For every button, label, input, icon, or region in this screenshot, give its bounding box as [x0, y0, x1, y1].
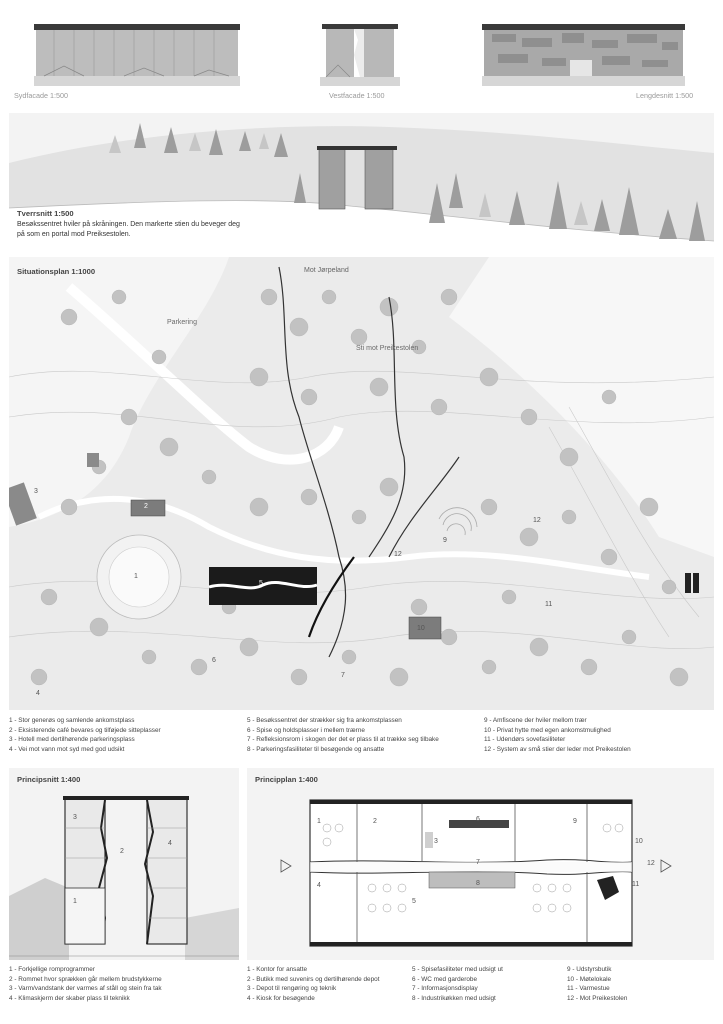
section-legend-item: 3 - Varm/vandstank der varmes af ståll og stein fra tak [9, 985, 162, 993]
site-number-7: 7 [341, 672, 345, 679]
site-number-1: 1 [134, 573, 138, 580]
site-legend-item: 8 - Parkeringsfasiliteter til besøgende og ansatte [247, 745, 385, 753]
cross-section-description: Besøkssentret hviler på skråningen. Den markerte stien du beveger deg på som en portal mod Preiksestolen. [17, 221, 240, 238]
site-plan-legend [9, 716, 714, 760]
label-mot-jorpeland: Mot Jørpeland [304, 267, 349, 274]
site-number-2: 2 [144, 503, 148, 510]
plan-legend-item: 1 - Kontor for ansatte [247, 966, 308, 973]
label-parkering: Parkering [167, 319, 197, 326]
plan-number-3: 3 [434, 838, 438, 845]
section-number-3: 3 [73, 814, 77, 821]
principle-section-drawing [9, 768, 239, 960]
principle-section-panel [9, 768, 239, 960]
site-legend-item: 11 - Udendørs sovefasiliteter [484, 736, 566, 744]
site-legend-col-3 [484, 716, 631, 754]
site-number-3: 3 [34, 488, 38, 495]
west-elevation [320, 20, 400, 86]
long-section-caption: Lengdesnitt 1:500 [636, 91, 694, 100]
plan-number-1: 1 [317, 818, 321, 825]
site-legend-item: 1 - Stor generøs og samlende ankomstplass [9, 717, 135, 724]
site-plan-panel [9, 257, 714, 710]
plan-legend-item: 9 - Udstyrsbutik [567, 966, 612, 973]
plan-legend-item: 4 - Kiosk for besøgende [247, 994, 315, 1002]
plan-legend-item: 6 - WC med garderobe [412, 975, 477, 983]
plan-number-7: 7 [476, 859, 480, 866]
principle-plan-drawing [247, 768, 714, 960]
site-legend-col-1 [9, 716, 161, 754]
plan-number-11: 11 [632, 881, 640, 888]
plan-legend-item: 10 - Møtelokale [567, 975, 612, 983]
site-number-4: 4 [36, 690, 40, 697]
site-number-12b: 12 [394, 551, 402, 558]
south-elevation [34, 20, 240, 86]
cross-section-title: Tverrsnitt 1:500 [17, 209, 74, 218]
site-number-9: 9 [443, 537, 447, 544]
site-legend-item: 5 - Besøkssentret der strækker sig fra ankomstplassen [247, 717, 402, 724]
plan-legend-item: 2 - Butikk med suvenirs og dertilhørende depot [247, 975, 380, 983]
principle-plan-title: Principplan 1:400 [255, 775, 318, 784]
site-legend-col-2 [247, 716, 439, 754]
west-elevation-caption: Vestfacade 1:500 [329, 91, 385, 100]
plan-legend-item: 8 - Industrikøkken med udsigt [412, 994, 496, 1002]
plan-legend-col-2 [412, 965, 503, 1003]
site-number-11: 11 [545, 601, 553, 608]
plan-legend-col-3 [567, 965, 627, 1003]
site-legend-item: 7 - Refleksionsrom i skogen der det er plass til at trække seg tilbake [247, 736, 439, 744]
label-trail: Sti mot Preikestolen [356, 345, 419, 352]
plan-legend-item: 12 - Mot Preikestolen [567, 994, 628, 1002]
plan-number-9: 9 [573, 818, 577, 825]
site-legend-item: 9 - Amfiscene der hviler mellom trær [484, 717, 587, 724]
section-legend-item: 2 - Rommet hvor sprækken går mellem brudstykkerne [9, 975, 162, 983]
plan-number-6: 6 [476, 816, 480, 823]
section-number-4: 4 [168, 840, 172, 847]
site-number-12a: 12 [533, 517, 541, 524]
principle-section-legend [9, 965, 162, 1003]
plan-number-12: 12 [647, 860, 655, 867]
site-number-5: 5 [259, 580, 263, 587]
cross-section-panel [9, 113, 714, 249]
plan-number-10: 10 [635, 838, 643, 845]
site-number-10: 10 [417, 625, 425, 632]
principle-plan-panel [247, 768, 714, 960]
site-legend-item: 6 - Spise og holdsplasser i mellem trærne [247, 726, 365, 734]
site-legend-item: 2 - Eksisterende café bevares og tilføjede sitteplasser [9, 726, 161, 734]
plan-legend-item: 7 - Informasjonsdisplay [412, 985, 478, 993]
site-legend-item: 3 - Hotell med dertilhørende parkeringsplass [9, 736, 135, 744]
south-elevation-caption: Sydfacade 1:500 [14, 91, 68, 100]
site-number-6: 6 [212, 657, 216, 664]
site-legend-item: 10 - Privat hytte med egen ankomstmulighed [484, 726, 611, 734]
section-legend-item: 4 - Klimaskjerm der skaber plass til teknikk [9, 994, 130, 1002]
section-number-1: 1 [73, 898, 77, 905]
plan-legend-item: 5 - Spisefasiliteter med udsigt ut [412, 966, 503, 973]
long-section [482, 20, 685, 86]
principle-section-title: Principsnitt 1:400 [17, 775, 81, 784]
plan-number-4: 4 [317, 882, 321, 889]
section-number-2: 2 [120, 848, 124, 855]
site-plan-drawing [9, 257, 714, 710]
site-legend-item: 4 - Vei mot vann mot syd med god udsikt [9, 745, 125, 753]
site-plan-title: Situationsplan 1:1000 [17, 267, 96, 276]
plan-number-8: 8 [476, 880, 480, 887]
plan-number-2: 2 [373, 818, 377, 825]
plan-legend-col-1 [247, 965, 380, 1003]
plan-legend-item: 3 - Depot til rengøring og teknik [247, 985, 337, 993]
plan-legend-item: 11 - Varmestue [567, 985, 610, 993]
plan-number-5: 5 [412, 898, 416, 905]
site-legend-item: 12 - System av små stier der leder mot Preikestolen [484, 745, 631, 753]
section-legend-item: 1 - Forkjellige romprogrammer [9, 966, 95, 973]
